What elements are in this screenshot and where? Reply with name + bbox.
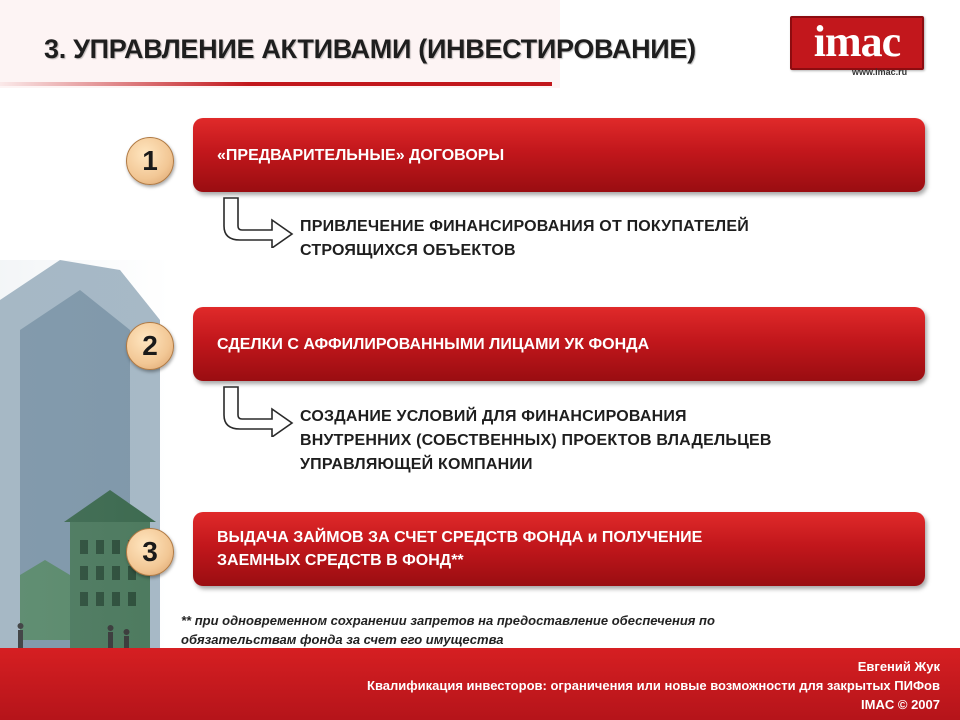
title-underline (0, 82, 552, 86)
step-result-1 (300, 215, 749, 263)
step-result-line: СОЗДАНИЕ УСЛОВИЙ ДЛЯ ФИНАНСИРОВАНИЯ (300, 408, 687, 425)
step-bar-label: СДЕЛКИ С АФФИЛИРОВАННЫМИ ЛИЦАМИ УК ФОНДА (217, 335, 650, 353)
imac-logo (790, 16, 924, 70)
step-bar-3 (193, 512, 925, 586)
step-bar-1 (193, 118, 925, 192)
footnote-line: обязательствам фонда за счет его имущества (181, 632, 504, 647)
step-result-2 (300, 405, 772, 477)
curved-arrow-icon (218, 385, 298, 437)
logo-url: www.imac.ru (852, 67, 908, 77)
step-number: 1 (142, 145, 158, 176)
footer-band (0, 648, 960, 720)
step-result-line: СТРОЯЩИХСЯ ОБЪЕКТОВ (300, 242, 516, 259)
step-bar-label: «ПРЕДВАРИТЕЛЬНЫЕ» ДОГОВОРЫ (217, 146, 505, 164)
step-bar-line: ЗАЕМНЫХ СРЕДСТВ В ФОНД** (217, 552, 464, 569)
step-bar-line: ВЫДАЧА ЗАЙМОВ ЗА СЧЕТ СРЕДСТВ ФОНДА и ПОЛУЧЕНИЕ (217, 529, 703, 546)
footer-copyright: IMAC © 2007 (861, 697, 940, 712)
logo-text: imac (813, 17, 901, 66)
step-bar-2 (193, 307, 925, 381)
step-badge-1 (126, 137, 174, 185)
footnote-line: ** при одновременном сохранении запретов на предоставление обеспечения по (181, 613, 715, 628)
footnote (181, 611, 861, 649)
footer-author: Евгений Жук (857, 659, 940, 674)
step-result-line: ПРИВЛЕЧЕНИЕ ФИНАНСИРОВАНИЯ ОТ ПОКУПАТЕЛЕЙ (300, 218, 749, 235)
step-number: 2 (142, 330, 158, 361)
step-badge-3 (126, 528, 174, 576)
footer-subtitle: Квалификация инвесторов: ограничения или новые возможности для закрытых ПИФов (367, 678, 940, 693)
step-result-line: ВНУТРЕННИХ (СОБСТВЕННЫХ) ПРОЕКТОВ ВЛАДЕЛЬЦЕВ (300, 432, 772, 449)
step-result-line: УПРАВЛЯЮЩЕЙ КОМПАНИИ (300, 456, 533, 473)
step-number: 3 (142, 536, 158, 567)
curved-arrow-icon (218, 196, 298, 248)
page-title: 3. УПРАВЛЕНИЕ АКТИВАМИ (ИНВЕСТИРОВАНИЕ) (44, 34, 696, 64)
step-badge-2 (126, 322, 174, 370)
